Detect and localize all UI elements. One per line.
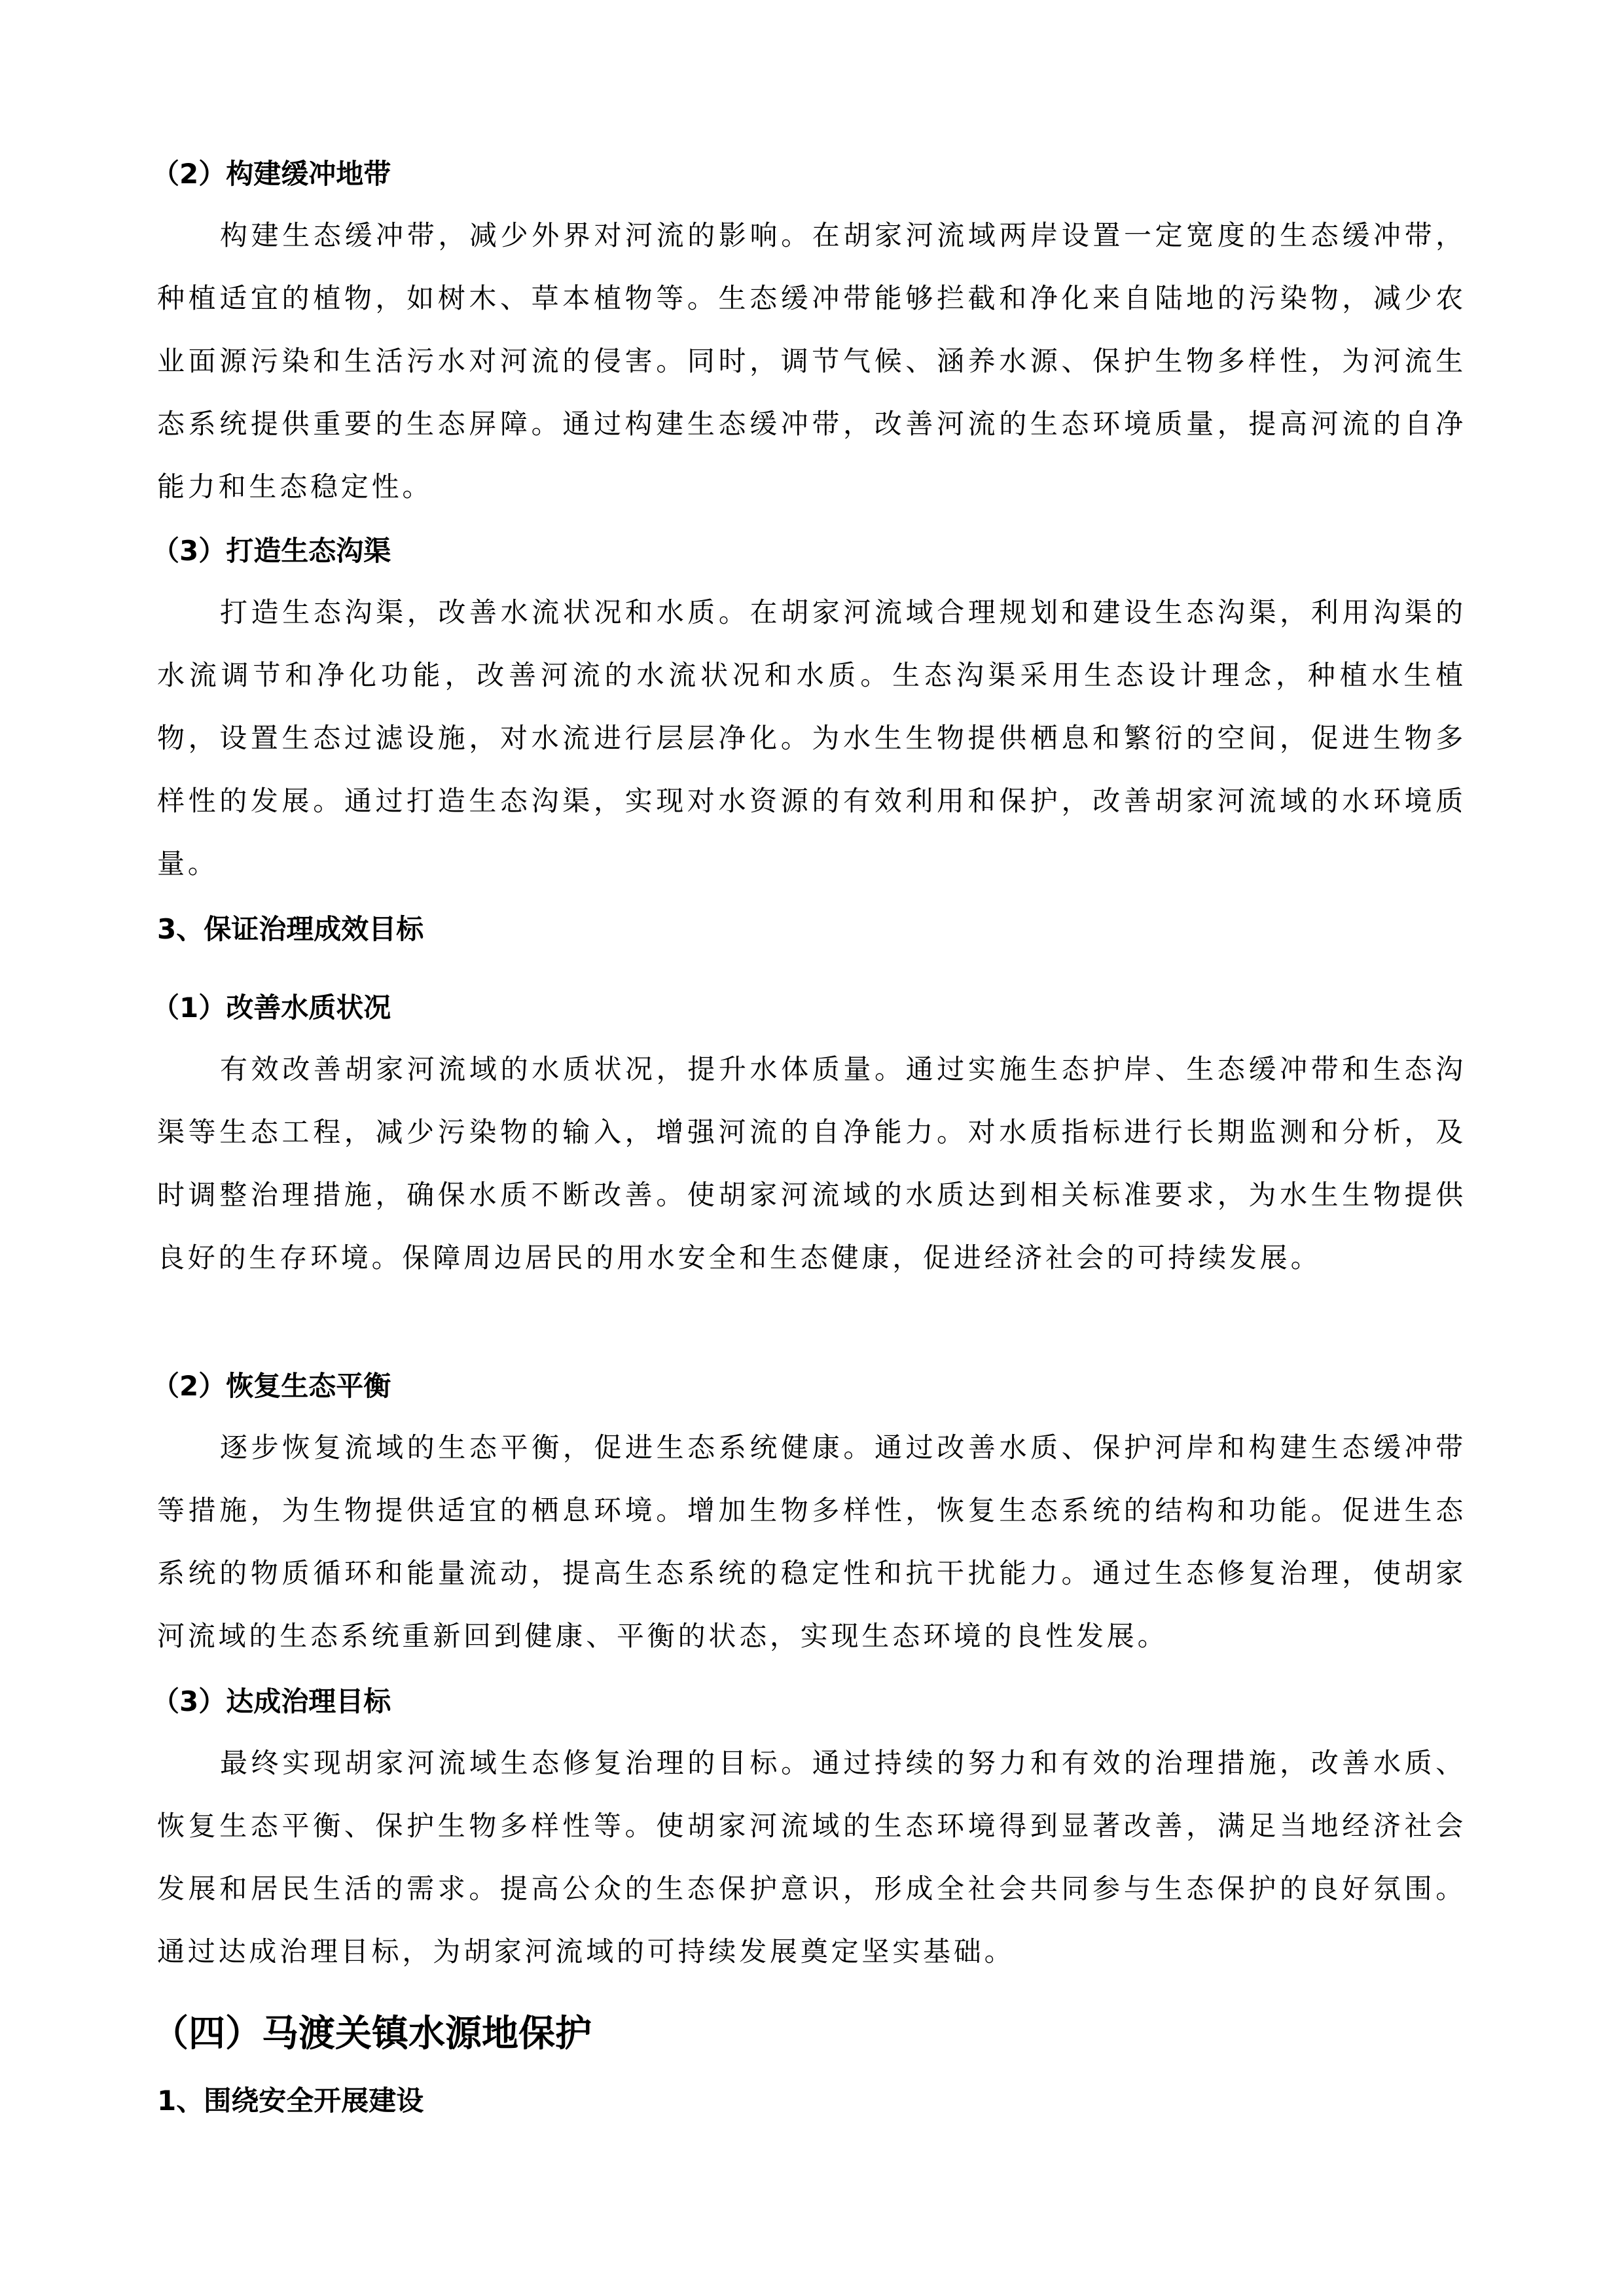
paragraph-achieve-goals: 最终实现胡家河流域生态修复治理的目标。通过持续的努力和有效的治理措施，改善水质、恢复生态平衡、保护生物多样性等。使胡家河流域的生态环境得到显著改善，满足当地经济社会发展和居民生活的需求。提高公众的生态保护意识，形成全社会共同参与生态保护的良好氛围。通过达成治理目标，为胡家河流域的可持续发展奠定坚实基础。: [157, 1747, 1466, 1967]
paragraph-water-quality-block: [157, 1038, 1466, 1289]
paragraph-eco-balance: 逐步恢复流域的生态平衡，促进生态系统健康。通过改善水质、保护河岸和构建生态缓冲带等措施，为生物提供适宜的栖息环境。增加生物多样性，恢复生态系统的结构和功能。促进生态系统的物质循环和能量流动，提高生态系统的稳定性和抗干扰能力。通过生态修复治理，使胡家河流域的生态系统重新回到健康、平衡的状态，实现生态环境的良性发展。: [157, 1431, 1466, 1652]
heading-governance-goals: 3、保证治理成效目标: [157, 913, 424, 945]
heading-buffer-zone: （2）构建缓冲地带: [152, 158, 391, 190]
heading-eco-ditch: （3）打造生态沟渠: [152, 535, 391, 567]
paragraph-eco-ditch-block: [157, 581, 1466, 895]
heading-water-source-protection: （四）马渡关镇水源地保护: [152, 2013, 592, 2055]
heading-achieve-goals: （3）达成治理目标: [152, 1685, 391, 1717]
paragraph-eco-ditch: 打造生态沟渠，改善水流状况和水质。在胡家河流域合理规划和建设生态沟渠，利用沟渠的水流调节和净化功能，改善河流的水流状况和水质。生态沟渠采用生态设计理念，种植水生植物，设置生态过滤设施，对水流进行层层净化。为水生生物提供栖息和繁衍的空间，促进生物多样性的发展。通过打造生态沟渠，实现对水资源的有效利用和保护，改善胡家河流域的水环境质量。: [157, 596, 1466, 880]
section-water-quality: [152, 988, 1466, 1028]
paragraph-achieve-goals-block: [157, 1732, 1466, 1983]
heading-safety-construction: 1、围绕安全开展建设: [157, 2085, 424, 2117]
heading-eco-balance: （2）恢复生态平衡: [152, 1370, 391, 1402]
paragraph-buffer-zone: 构建生态缓冲带，减少外界对河流的影响。在胡家河流域两岸设置一定宽度的生态缓冲带，种植适宜的植物，如树木、草本植物等。生态缓冲带能够拦截和净化来自陆地的污染物，减少农业面源污染和生活污水对河流的侵害。同时，调节气候、涵养水源、保护生物多样性，为河流生态系统提供重要的生态屏障。通过构建生态缓冲带，改善河流的生态环境质量，提高河流的自净能力和生态稳定性。: [157, 219, 1466, 503]
section-safety-construction: [157, 2081, 1466, 2121]
section-governance-goals: [157, 910, 1466, 949]
section-eco-ditch: [152, 531, 1466, 571]
paragraph-water-quality: 有效改善胡家河流域的水质状况，提升水体质量。通过实施生态护岸、生态缓冲带和生态沟渠等生态工程，减少污染物的输入，增强河流的自净能力。对水质指标进行长期监测和分析，及时调整治理措施，确保水质不断改善。使胡家河流域的水质达到相关标准要求，为水生生物提供良好的生存环境。保障周边居民的用水安全和生态健康，促进经济社会的可持续发展。: [157, 1053, 1466, 1274]
section-achieve-goals: [152, 1682, 1466, 1721]
section-buffer-zone: [152, 154, 1466, 194]
section-eco-balance: [152, 1367, 1466, 1406]
paragraph-buffer-zone-block: [157, 204, 1466, 518]
section-water-source-protection: [152, 2008, 1466, 2060]
heading-water-quality: （1）改善水质状况: [152, 992, 391, 1024]
paragraph-eco-balance-block: [157, 1416, 1466, 1668]
